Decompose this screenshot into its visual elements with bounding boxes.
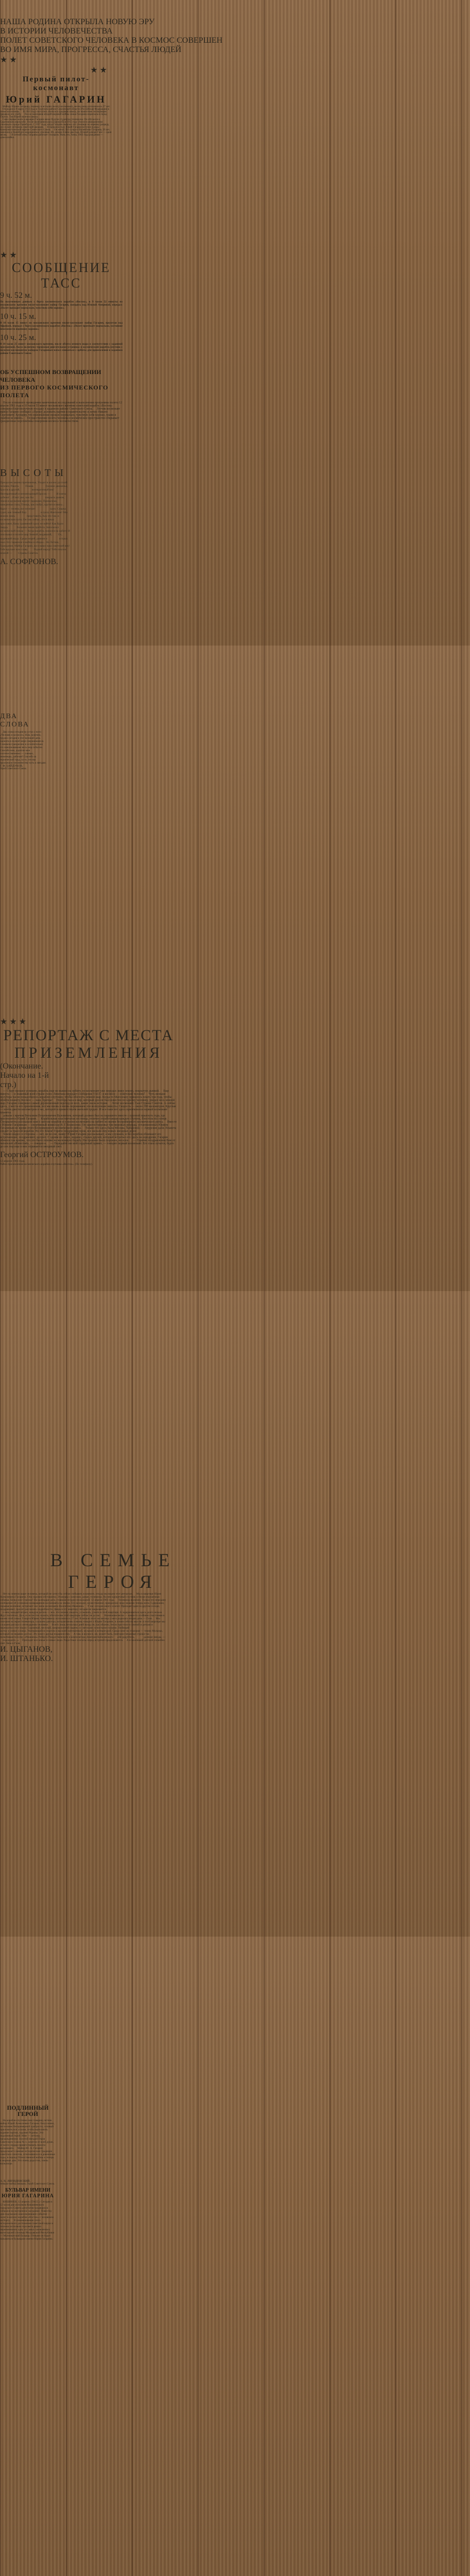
tass-item <box>0 312 123 331</box>
dva-slova-signature: Г. Ф. БАЙДУКОВ, <box>0 765 23 768</box>
tass-section <box>0 250 123 291</box>
gagarin-column-rule <box>0 179 470 250</box>
reportazh-col3-text: Землю видел со стороны — нет, не во сне, наяву! Юрий Гагарин рассказывает, а мы слушаем, и без перебоя обнимают его встречающие, поздравляют, целуют. С одним из своих, видимо, старых друзей, который встречал его здесь на аэродроме, Гагарин обнялся так крепко, что это было похоже на маленькую борьбу. Настроение было хорошее, веселое. — Горячие поздравления Вам от читателей «Известий», — говорю я. — Передайте им мой сердечный привет, — говорит первый космонавт. Его глаза лучатся, будто до сих пор еще в них отражается звездный свет. <box>0 1133 176 1148</box>
podlinny-signature-title: генерал-майор авиации, Герой Советского Союза. <box>0 2183 55 2185</box>
reportazh-note: (Окончание. Начало на 1-й стр.) <box>0 1062 49 1089</box>
semya-columns <box>0 1592 167 1708</box>
podlinny-signature: А. В. ЛЯПИДЕВСКИЙ, <box>0 2180 30 2183</box>
gagarin-bio-col1: Майору Юрию Гагарину, первому в истории пилоту-космонавту, месяц назад исполнилось 27 лет. Он родился 9 марта 1934 года в Гжатском районе Смоленской области (Российская Федерация) в семье колхозника. В 1941 году поступил учиться в среднюю школу, но нашествие гитлеровцев прервало его учебу. После окончания второй мировой войны семья Гагарина переехала в город Гжатск. Там Юрий окончил школу. <box>0 106 110 118</box>
bulvar-title2: ЮРИЯ ГАГАРИНА <box>2 2193 54 2199</box>
semya-rule2 <box>0 1822 470 1935</box>
reportazh-title1: РЕПОРТАЖ С МЕСТА <box>3 1027 174 1044</box>
dva-slova-signature-title: Герой Советского Союза. <box>0 768 27 770</box>
gagarin-name: Юрий ГАГАРИН <box>6 94 107 105</box>
bulvar-section <box>0 2188 56 2267</box>
dva-slova-section <box>0 713 46 774</box>
return-report-title2: ИЗ ПЕРВОГО КОСМИЧЕСКОГО ПОЛЕТА <box>0 384 109 399</box>
semya-title: В СЕМЬЕ ГЕРОЯ <box>50 1550 177 1592</box>
gagarin-stars: ★ ★ <box>90 66 107 75</box>
left-mid-rule <box>0 774 470 1016</box>
tass-item-time: 10 ч. 25 м. <box>0 333 37 342</box>
reportazh-rule2 <box>0 1396 470 1548</box>
reportazh-col3 <box>0 1133 177 1166</box>
vysoty-poem: Преодолев законы притяженья, Уходит в космос русский человек. Ракета. Пламя. Грозное движенье, Бросок в другой, неотвратимый век! Неотвратимый и неповторимый Бросок — И взяты рубежи! ...И вот уже, как бы покрыта дымом, Земля в кружении вертит экранами, Привычная, наведенная глазу, Теперь, как глобус, крутится внизу... Вдруг — пелена, все исчезает сразу. Снаряд гудит, как темный бор в грозу. Фантазия! Мы можем лишь представить, Как это там, в космическом пути; Он там сейчас, его в веках прославят, Кому сравнений сразу не найти! Как будто твердь больших веков пробита, Заполыхал космический пожар — Когда корабль ложился на орбиту И оползывал в полете шар Земной, видавший, Ох, видевший виды. Среди морей, равнин и острых скал. Его таранили и войны и обиды... Но Летчик, Гражданин, Майор Гагарин, восславил наш советский век! Тебе вручает всю славу Родной народ! Тебе поклон земной — Страны Советов. <box>0 481 70 555</box>
dva-slova-body: Два слова сегодня на устах у всех: «Человек в космосе». Нам, конечно, трудно сегодня в этот великий день оценить в полной мере свершившееся. Слишком грандиозно и ослепительно это взволновавшее весь мир событие. Спасибо вам, дорогие мои соотечественники — ученые, инженеры, рабочие! Спасибо за героический труд, за то, что вы проложили человечеству путь к звездам. <box>0 731 46 765</box>
semya-col2: о нем, каждый штрих, каждую деталь — все, что можно увидеть, услышать, узнать в этой квартире. А задерживаться здесь долго нельзя. Ждут читатели. Да и, если честно сказать, обитателям этой квартиры сейчас не до нас. Нынешняя весна — какая-то особенно счастливая в жизни этой семьи. 9 марта Юрию Алексеевичу исполнилось 27 лет. В начале этого же месяца у него родилась вторая дочь — Галя. Мы смотрим на экран телевизора, слушаем диктора, которая вновь и вновь говорит о Юрии Гагарине, и ловим себя на мысли: в этой квартире мы слушаем рассказ о легендарном человеке. Всего лишь несколько дней назад он, как обычно, тепло простился с женой и детьми и перешагнул этот порог. Скромный, веселый, широкоплечий парень со светлыми лучистыми глазами. Любящий <box>0 1611 165 1630</box>
fold-ghost-print <box>0 0 329 18</box>
bulvar-title1: БУЛЬВАР ИМЕНИ <box>5 2188 50 2193</box>
reportazh-header <box>0 1016 177 1062</box>
tass-stars: ★ ★ <box>0 251 17 260</box>
vysoty-section <box>0 467 71 657</box>
gagarin-kicker: Первый пилот-космонавт <box>22 75 90 92</box>
semya-col1: Нет на земном шаре человека, который не хотел бы сейчас побывать в комнате, откуда мы ведем этот репортаж. Мы в квартире Юрия Алексеевича Гагарина. Она скромно обставлена. Этажерка с книгами, диван, телевизор. На нем крошечный спутник и белая игрушечная собачка. Белка или Стрелка? На календаре дата, ставшая сегодня эпохальной: 12 апреля 1961 года. Телевизор включен. Только что передано сообщение об успешном возвращении космонавта на землю. Его молодое, мужественное, прекрасное лицо знакомо теперь всем. Сдержанно, скрывая волнение, встречает нас жена космонавта Валентина Ивановна. У нас сегодня много хлопот. Приходят один за другим соседи, поздравляют, просят рассказать подробности. Дверь в эту квартиру сегодня не закрывается. <box>0 1592 166 1611</box>
subhead-line1: ПОЛЕТ СОВЕТСКОГО ЧЕЛОВЕКА В КОСМОС СОВЕРШЕН <box>0 36 223 45</box>
podlinny-section <box>0 2105 56 2185</box>
torn-paper-edge <box>440 0 467 646</box>
podlinny-body: На корабле-спутнике наш товарищ летчик майор Юрий Алексеевич Гагарин. Безусловно, он человек беспримерной храбрости, готовый приложить все усилия, чтобы выполнить задание партии, задание Родины. Это подлинный герой. Мне — летчику, награжденному Золотой звездой Героя Советского Союза № 1, хочется от всей души, от всего сердца приветствовать пилота-космонавта. Майор Ю. А. Гагарин продолжает славные исторические традиции советских пилотов, отличившихся в довоенные годы, в период Отечественной войны и теперь в мирные дни. Это очень радостно, очень волнующе. <box>0 2119 55 2165</box>
tass-item <box>0 291 123 310</box>
semya-col3-text: шутку и умное словцо. Увлекающийся спортом и высшей математикой, музыкой и литературой. Среди книг на этажерке — томик Мольера, который он недавно достал. Эту книгу друзья подарили ему. А там, в космосе, он, может быть, повторил чеканные строки так полюбившегося ему «Реквиема» Роберта Рождественского и композитора Дмитрия Кабалевского: «Не радуйтесь, далекие звезды, — подождите...» Приходят все новые и новые люди. Радостные хлопоты перед встречей продолжаются. А в маленькой детской спокойно спят Лена и Галя. <box>0 1630 166 1645</box>
reportazh-col1: — Старт прошел успешно, корабль еще не вышел на орбиту, но космонавт уже передал: вижу землю, покрытую дымкой. Еще минута — и знакомый всей стране голос Левитана передает сообщение ТАСС: в космосе — советский человек! Чуть меньше полутора часов понадобилось кораблю-спутнику, чтобы обогнуть земной шар. Когда-то Магеллану пришлось плыть три года, чтобы обойти планету. Космос — наш, братцы! Полтора часа и мир, который доселе был известен по одному человеку, увидел весь земной шар. Гагарин совершил самый дерзновенный переход из всех, какие знала история. Летит космонавт. Сын Страны Советов. А сейчас здесь, у места его приземления, все мы вновь и вновь переживаем эти волнующие минуты. Скорость — около 200 километров. Круглая — почти двести километров в час, которой и приветствуем жителей трудно. И все-таки вот здесь приземлился первый космонавт планеты. <box>0 1090 176 1114</box>
subhead-stars: ★ ★ <box>0 56 17 64</box>
reportazh-place: Район приземления космического корабля-спутника «Восток». (По телефону). <box>0 1163 93 1166</box>
vysoty-author: А. СОФРОНОВ. <box>0 557 59 566</box>
reportazh-stars: ★ ★ ★ <box>0 1018 27 1026</box>
reportazh-rule1 <box>0 1244 470 1396</box>
main-headline-line2: В ИСТОРИИ ЧЕЛОВЕЧЕСТВА <box>0 27 113 36</box>
main-headline-line1: НАША РОДИНА ОТКРЫЛА НОВУЮ ЭРУ <box>0 18 155 26</box>
mid-right-rule <box>0 2267 470 2576</box>
dva-slova-title: ДВА СЛОВА <box>0 713 30 728</box>
tass-item <box>0 333 123 355</box>
podlinny-title: ПОДЛИННЫЙ ГЕРОЙ <box>7 2105 49 2117</box>
tass-item-time: 10 ч. 15 м. <box>0 312 37 321</box>
return-report-section <box>0 368 123 467</box>
bulvar-body: КИШИНЕВ, 12 апреля. (ТАСС). Сегодня в 12 часов дня исполком Кишиневского городского Совета депутатов трудящихся собрался на экстренное заседание. Повестку дня подсказало ошеломляющее событие — полет в космос корабля «Восток» с человеком на борту. В ознаменование этого исторического достижения советской науки и техники исполком горсовета решил переименовать одну из самых оживленных магистралей столицы Молдавской Республики — Мунчештский бульвар. Отныне он будет называться бульваром имени Юрия Гагарина. <box>0 2200 55 2241</box>
tass-item-text: В 10 часов 25 минут московского времени, после облета земного шара в соответствии с заданной программой, была включена тормозная двигательная установка и космический корабль-спутник с пилотом-космонавтом майором Гагариным начал снижаться с орбиты для приземления в заданном районе Советского Союза. <box>0 343 123 355</box>
podlinny-left-rule <box>0 1935 470 2105</box>
tass-item-text: В 10 часов 15 минут по московскому времени пилот-космонавт майор Гагарин, пролетая над Африкой, передал с борта космического корабля «Восток»: «Полет протекает нормально, состояние невесомости переношу хорошо». <box>0 321 123 331</box>
tass-item-text: По полученным данным с борта космического корабля «Восток», в 9 часов 52 минуты по московскому времени пилот-космонавт майор Гагарин, находясь над Южной Америкой, передал: «Полет проходит нормально, чувствую себя хорошо». <box>0 300 123 310</box>
return-report-body: После успешного проведения намеченных исследований и выполнения программы полета 12 апреля 1961 года в 10 часов 55 минут московского времени советский корабль «Восток» совершил благополучную посадку в заданном районе Советского Союза. Летчик-космонавт майор Гагарин сообщил: «Прошу доложить партии и правительству и лично Никите Сергеевичу Хрущеву, что приземление прошло нормально, чувствую себя хорошо, травм и ушибов не имею». Осуществление полета человека в космическое пространство открывает грандиозные перспективы покорения космоса человечеством. <box>0 401 123 423</box>
semya-rule1 <box>0 1708 470 1822</box>
reportazh-date: 12 апреля 1961 года. <box>0 1160 25 1163</box>
reportazh-columns <box>0 1090 177 1244</box>
return-report-title1: ОБ УСПЕШНОМ ВОЗВРАЩЕНИИ ЧЕЛОВЕКА <box>0 368 101 383</box>
vysoty-title: ВЫСОТЫ <box>0 467 67 479</box>
vysoty-dva-rule <box>0 657 470 713</box>
tass-item-time: 9 ч. 52 м. <box>0 291 32 300</box>
reportazh-signature: Георгий ОСТРОУМОВ. <box>0 1150 84 1159</box>
reportazh-col2: довали с врачом Виталием Георгиевичем Валовичем, который должен был на парашюте вместе с группой прыгнуть туда, где приземлится Юрий Гагарин. Корабельная пластинчатая лестница, отлично отработавшая каждую ступень, блестела на солнце. Специалисты рассказали нам о запуске корабля и о жизни космонавта на орбите во время беспримерного космического рейса. Вместе с Юрием Гагариным — спортивный комиссар И. Г. Борисенко. Он зарегистрировал три мировых рекорда, установленных Юрием Гагариным во время этого беспримерного космического рейса. Только что здесь была Москва, Хабаровск — Амурские дали. Планета следит за трассой корабля. Но это Земля! Горячо поздравляя героя, все желали ему новых звездных дорог. <box>0 1114 177 1133</box>
semya-col3 <box>0 1630 167 1664</box>
tass-title: СООБЩЕНИЕ ТАСС <box>11 260 111 291</box>
gagarin-bio-col2: Свои первые шаги в авиации Гагарин начал будучи студентом техникума. Он обучался в Саратовском аэроклубе. После окончания курса аэроклуба в 1955 году учился в авиационном училище в городе Оренбурге. С 1957 года, когда Гагарин окончил это училище по первому разряду, он служит летчиком советской авиации. В прошлом году Юрий Гагарин вступил в ряды Коммунистической партии Советского Союза. Он женат. Его супруга Валентина Гагарина, 26 лет, окончила в Оренбурге медицинское училище. Их дочери Елене два года. Второй дочери Гале — один месяц. 59-летний отец Гагарина работает столяром. Мать его, Анна, 1903 года рождения — домохозяйка. <box>0 118 112 139</box>
gagarin-bio <box>0 106 112 179</box>
reportazh-title2: ПРИЗЕМЛЕНИЯ <box>14 1044 163 1061</box>
tass-items <box>0 291 123 368</box>
semya-signature2: И. ШТАНЬКО. <box>0 1654 53 1663</box>
gagarin-article-header <box>0 65 112 106</box>
subhead-line2: ВО ИМЯ МИРА, ПРОГРЕССА, СЧАСТЬЯ ЛЮДЕЙ <box>0 45 182 54</box>
semya-signature1: И. ЦЫГАНОВ, <box>0 1645 53 1654</box>
